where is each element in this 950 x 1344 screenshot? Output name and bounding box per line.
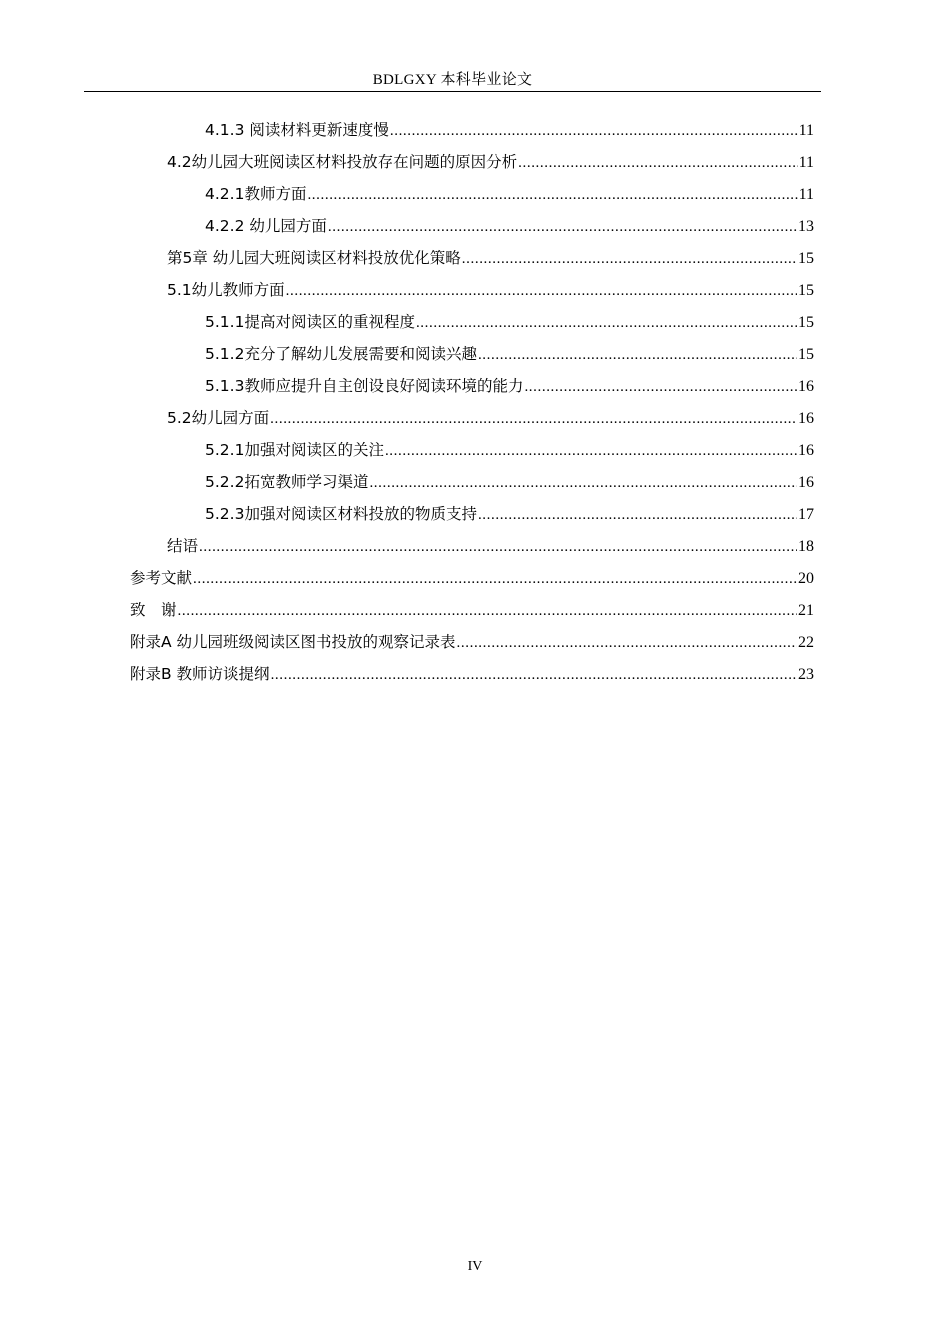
toc-entry-5-2-3[interactable]	[205, 498, 814, 530]
toc-entry-4-2[interactable]	[167, 146, 814, 178]
toc-leader-dots	[390, 115, 798, 147]
toc-entry-page: 11	[798, 186, 814, 203]
toc-entry-page: 15	[798, 250, 814, 267]
toc-leader-dots	[478, 499, 797, 531]
toc-leader-dots	[286, 275, 797, 307]
toc-entry-page: 16	[798, 410, 814, 427]
toc-entry-label: 4.2幼儿园大班阅读区材料投放存在问题的原因分析	[167, 153, 518, 171]
toc-leader-dots	[193, 563, 797, 595]
toc-entry-page: 16	[798, 474, 814, 491]
toc-entry-page: 16	[798, 378, 814, 395]
toc-leader-dots	[518, 147, 797, 179]
toc-entry-5-1[interactable]	[167, 274, 814, 306]
toc-entry-5-2[interactable]	[167, 402, 814, 434]
toc-entry-label: 5.1.1提高对阅读区的重视程度	[205, 313, 415, 331]
toc-leader-dots	[478, 339, 797, 371]
toc-leader-dots	[307, 179, 797, 211]
toc-entry-4-2-1[interactable]	[205, 178, 814, 210]
toc-entry-label: 5.2.2拓宽教师学习渠道	[205, 473, 369, 491]
toc-entry-page: 13	[798, 218, 814, 235]
toc-entry-page: 23	[798, 666, 814, 683]
toc-entry-label: 5.2幼儿园方面	[167, 409, 270, 427]
toc-entry-5-1-3[interactable]	[205, 370, 814, 402]
toc-entry-4-1-3[interactable]	[205, 114, 814, 146]
toc-entry-chapter-5[interactable]	[167, 242, 814, 274]
toc-entry-label: 5.1幼儿教师方面	[167, 281, 285, 299]
toc-entry-5-1-2[interactable]	[205, 338, 814, 370]
toc-entry-5-2-2[interactable]	[205, 466, 814, 498]
toc-entry-page: 21	[798, 602, 814, 619]
toc-entry-references[interactable]	[130, 562, 814, 594]
toc-entry-page: 15	[798, 282, 814, 299]
toc-entry-5-1-1[interactable]	[205, 306, 814, 338]
toc-entry-label: 5.2.3加强对阅读区材料投放的物质支持	[205, 505, 477, 523]
toc-entry-label: 附录A 幼儿园班级阅读区图书投放的观察记录表	[130, 633, 456, 651]
toc-leader-dots	[524, 371, 797, 403]
toc-leader-dots	[178, 595, 797, 627]
toc-leader-dots	[385, 435, 797, 467]
toc-entry-label: 结语	[167, 537, 199, 555]
toc-entry-label: 参考文献	[130, 569, 193, 587]
toc-leader-dots	[369, 467, 797, 499]
toc-leader-dots	[271, 659, 797, 691]
toc-entry-page: 15	[798, 346, 814, 363]
toc-entry-label: 5.1.2充分了解幼儿发展需要和阅读兴趣	[205, 345, 477, 363]
toc-entry-label: 4.2.1教师方面	[205, 185, 307, 203]
toc-entry-label: 5.1.3教师应提升自主创设良好阅读环境的能力	[205, 377, 524, 395]
page-header-title: BDLGXY 本科毕业论文	[372, 72, 533, 88]
toc-entry-page: 16	[798, 442, 814, 459]
header-divider	[84, 91, 821, 92]
toc-entry-label: 5.2.1加强对阅读区的关注	[205, 441, 384, 459]
toc-entry-page: 11	[798, 154, 814, 171]
toc-entry-label: 4.2.2 幼儿园方面	[205, 217, 327, 235]
toc-leader-dots	[199, 531, 797, 563]
toc-leader-dots	[462, 243, 797, 275]
toc-entry-page: 22	[798, 634, 814, 651]
toc-entry-appendix-b[interactable]	[130, 658, 814, 690]
toc-leader-dots	[457, 627, 797, 659]
toc-entry-page: 20	[798, 570, 814, 587]
toc-entry-appendix-a[interactable]	[130, 626, 814, 658]
toc-entry-page: 17	[798, 506, 814, 523]
toc-entry-label: 附录B 教师访谈提纲	[130, 665, 270, 683]
toc-entry-page: 18	[798, 538, 814, 555]
toc-leader-dots	[270, 403, 797, 435]
toc-entry-label: 第5章 幼儿园大班阅读区材料投放优化策略	[167, 249, 461, 267]
toc-entry-label: 致 谢	[130, 601, 177, 619]
toc-leader-dots	[416, 307, 797, 339]
page-number: IV	[467, 1259, 483, 1274]
toc-entry-5-2-1[interactable]	[205, 434, 814, 466]
toc-entry-acknowledgements[interactable]	[130, 594, 814, 626]
toc-entry-page: 15	[798, 314, 814, 331]
toc-entry-label: 4.1.3 阅读材料更新速度慢	[205, 121, 389, 139]
toc-entry-4-2-2[interactable]	[205, 210, 814, 242]
toc-leader-dots	[328, 211, 797, 243]
toc-entry-conclusion[interactable]	[167, 530, 814, 562]
toc-entry-page: 11	[798, 122, 814, 139]
